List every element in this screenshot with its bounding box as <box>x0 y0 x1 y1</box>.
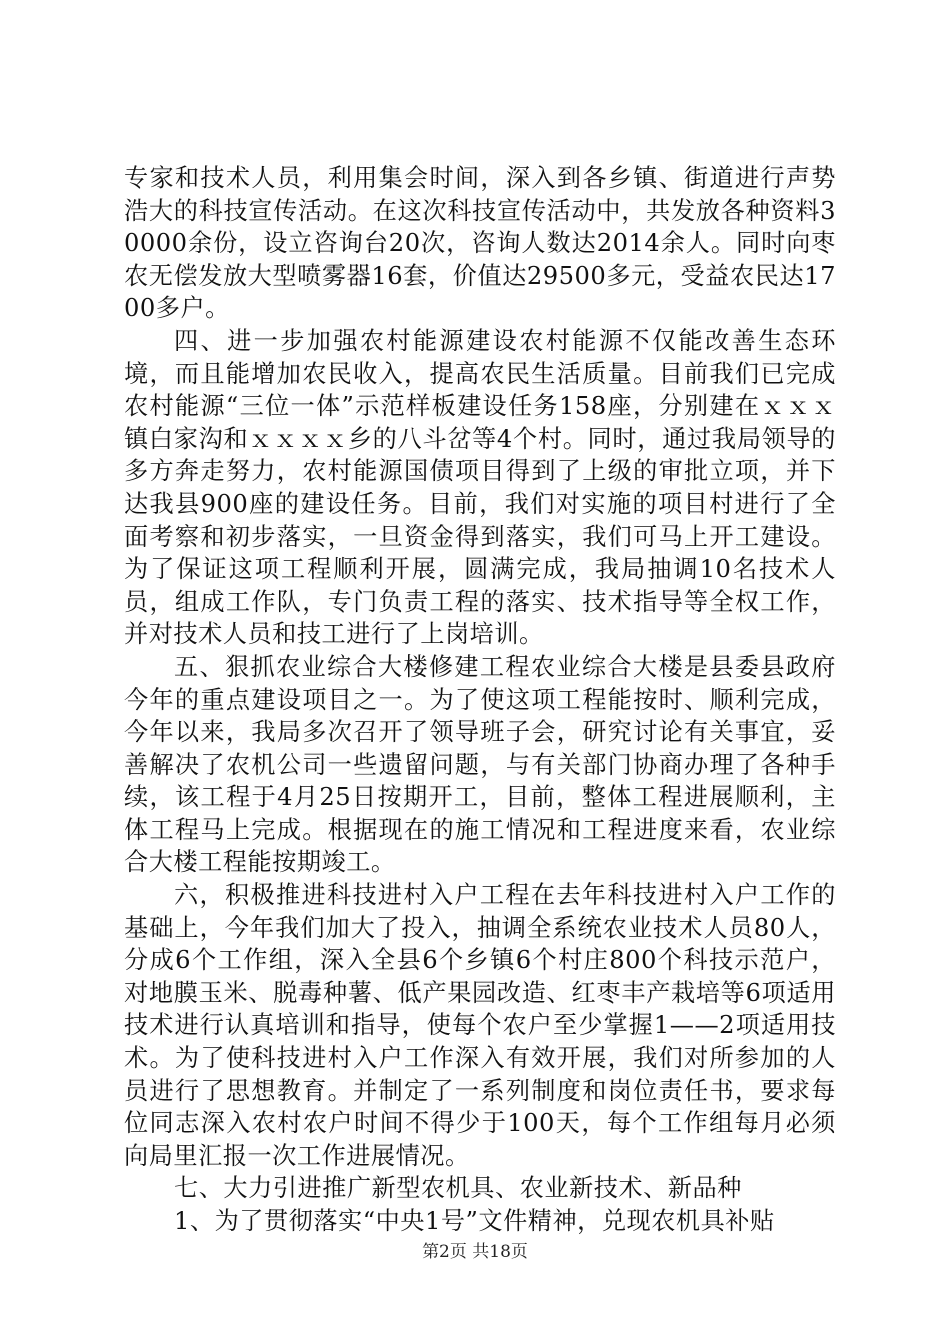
paragraph-2: 四、进一步加强农村能源建设农村能源不仅能改善生态环境，而且能增加农民收入，提高农民生活质量。目前我们已完成农村能源“三位一体”示范样板建设任务158座，分别建在ｘｘｘ镇白家沟和ｘｘｘｘ乡的八斗岔等4个村。同时，通过我局领导的多方奔走努力，农村能源国债项目得到了上级的审批立项，并下达我县900座的建设任务。目前，我们对实施的项目村进行了全面考察和初步落实，一旦资金得到落实，我们可马上开工建设。为了保证这项工程顺利开展，圆满完成，我局抽调10名技术人员，组成工作队，专门负责工程的落实、技术指导等全权工作，并对技术人员和技工进行了上岗培训。 <box>124 326 836 649</box>
paragraph-1: 专家和技术人员，利用集会时间，深入到各乡镇、街道进行声势浩大的科技宣传活动。在这次科技宣传活动中，共发放各种资料30000余份，设立咨询台20次，咨询人数达2014余人。同时向枣农无偿发放大型喷雾器16套，价值达29500多元，受益农民达1700多户。 <box>124 164 836 323</box>
paragraph-3: 五、狠抓农业综合大楼修建工程农业综合大楼是县委县政府今年的重点建设项目之一。为了使这项工程能按时、顺利完成，今年以来，我局多次召开了领导班子会，研究讨论有关事宜，妥善解决了农机公司一些遗留问题，与有关部门协商办理了各种手续，该工程于4月25日按期开工，目前，整体工程进展顺利，主体工程马上完成。根据现在的施工情况和工程进度来看，农业综合大楼工程能按期竣工。 <box>124 652 836 877</box>
paragraph-6: 1、为了贯彻落实“中央1号”文件精神，兑现农机具补贴 <box>174 1207 775 1235</box>
page-number-footer: 第2页 共18页 <box>422 1242 528 1262</box>
paragraph-5: 七、大力引进推广新型农机具、农业新技术、新品种 <box>174 1174 742 1203</box>
paragraph-4: 六，积极推进科技进村入户工程在去年科技进村入户工作的基础上，今年我们加大了投入，抽调全系统农业技术人员80人，分成6个工作组，深入全县6个乡镇6个村庄800个科技示范户，对地膜玉米、脱毒种薯、低产果园改造、红枣丰产栽培等6项适用技术进行认真培训和指导，使每个农户至少掌握1——2项适用技术。为了使科技进村入户工作深入有效开展，我们对所参加的人员进行了思想教育。并制定了一系列制度和岗位责任书，要求每位同志深入农村农户时间不得少于100天，每个工作组每月必须向局里汇报一次工作进展情况。 <box>124 881 836 1170</box>
document-body <box>124 162 836 1238</box>
